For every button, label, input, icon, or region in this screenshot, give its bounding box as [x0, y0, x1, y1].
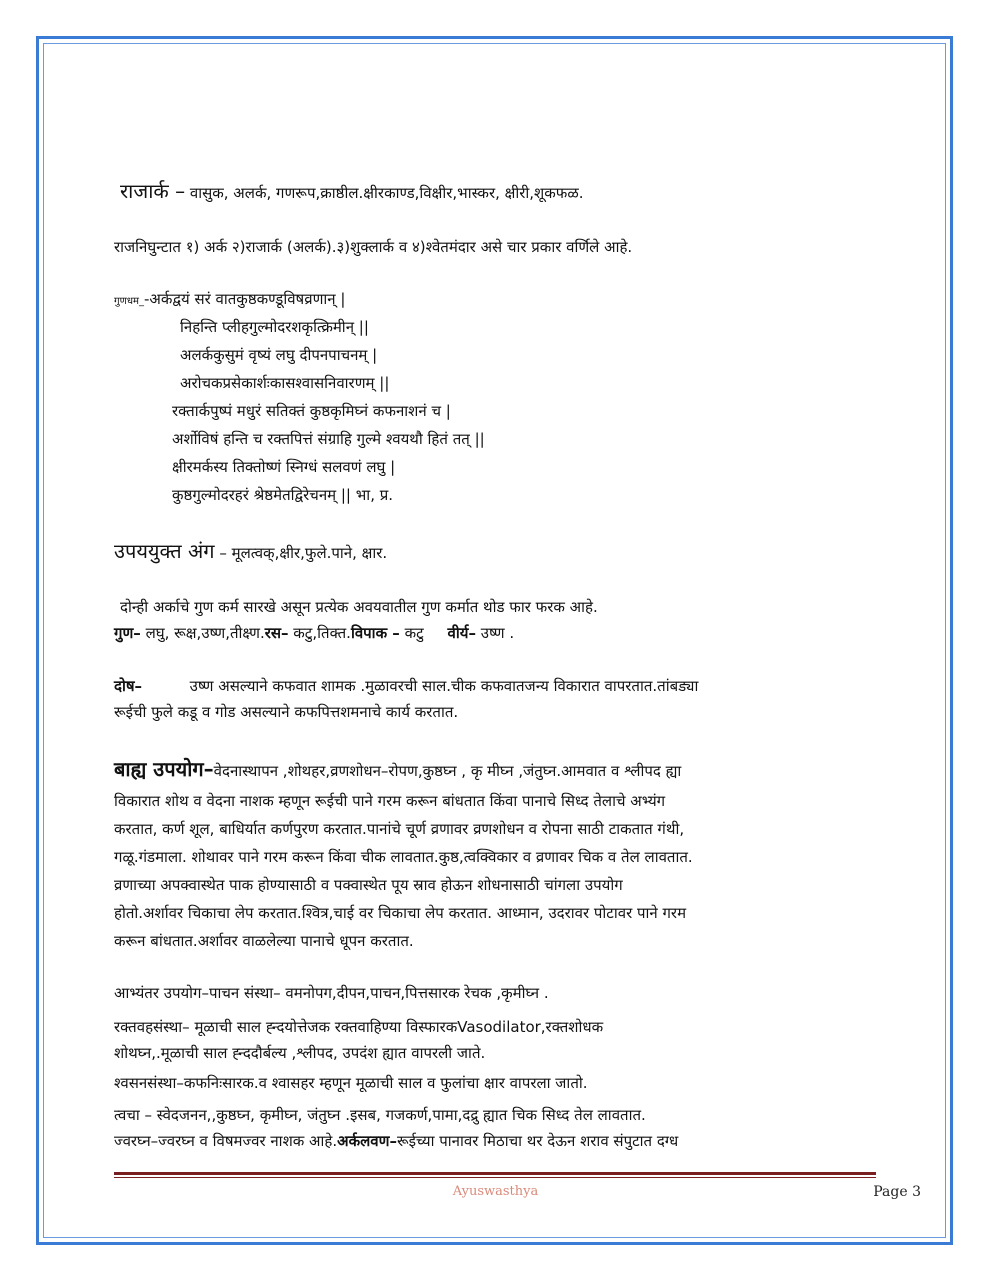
- bahya-line-4: गळू.गंडमाला. शोथावर पाने गरम करून किंवा चीक लावतात.कुष्ठ,त्वक्विकार व व्रणावर चिक व तेल लावतात.: [114, 848, 693, 866]
- dondi-line: दोन्ही अर्काचे गुण कर्म सारखे असून प्रत्येक अवयवातील गुण कर्मात थोड फार फरक आहे.: [120, 598, 598, 616]
- dosh-line-1: [114, 675, 698, 697]
- guna-text: लघु, रूक्ष,उष्ण,तीक्ष्ण.: [145, 624, 265, 642]
- upayukt-line: [114, 540, 387, 564]
- jwar-line: [114, 1130, 678, 1152]
- abhyantar-line: आभ्यंतर उपयोग–पाचन संस्था– वमनोपग,दीपन,पाचन,पित्तसारक रेचक ,कृमीघ्न .: [114, 984, 549, 1002]
- verse-line-5: रक्तार्कपुष्पं मधुरं सतिक्तं कुष्ठकृमिघ्नं कफनाशनं च |: [172, 402, 451, 420]
- arkalavan-label: अर्कलवण–: [337, 1132, 397, 1150]
- rajark-line: [120, 180, 584, 204]
- raktavaha-line-1: रक्तवहसंस्था– मूळाची साल ह्न्दयोत्तेजक रक्तवाहिण्या विस्फारकVasodilator,रक्तशोधक: [114, 1018, 604, 1036]
- rasa-label: रस–: [264, 624, 289, 642]
- bahya-line-7: करून बांधतात.अर्शावर वाळलेल्या पानाचे धूपन करतात.: [114, 932, 414, 950]
- dosh-label: दोष–: [114, 677, 143, 695]
- raktavaha-line-2: शोथघ्न,.मूळाची साल ह्न्ददौर्बल्य ,श्लीपद, उपदंश ह्यात वापरली जाते.: [114, 1044, 486, 1062]
- rajark-label: राजार्क –: [120, 179, 186, 203]
- bahya-line-6: होतो.अर्शावर चिकाचा लेप करतात.श्वित्र,चाई वर चिकाचा लेप करतात. आध्मान, उदरावर पोटावर पाने गरम: [114, 904, 687, 922]
- upayukt-label: उपययुक्त अंग: [114, 539, 215, 563]
- verse-line-8: कुष्ठगुल्मोदरहरं श्रेष्ठमेतद्विरेचनम् || भा, प्र.: [172, 486, 394, 504]
- virya-label: वीर्य–: [447, 624, 476, 642]
- gunadharma-label: गुणधम_: [114, 296, 144, 307]
- dosh-text: उष्ण असल्याने कफवात शामक .मुळावरची साल.चीक कफवातजन्य विकारात वापरतात.तांबड्या: [189, 677, 699, 695]
- verse-line-7: क्षीरमर्कस्य तिक्तोष्णं स्निग्धं सलवणं लघु |: [172, 458, 396, 476]
- rasa-text: कटु,तिक्त.: [293, 624, 351, 642]
- shwasan-line: श्वसनसंस्था–कफनिःसारक.व श्वासहर म्हणून मूळाची साल व फुलांचा क्षार वापरला जातो.: [114, 1074, 588, 1092]
- jwar-suffix: रूईच्या पानावर मिठाचा थर देऊन शराव संपुटात दग्ध: [396, 1132, 679, 1150]
- footer-site-name: Ayuswasthya: [452, 1184, 539, 1199]
- footer-rule-thin: [114, 1177, 876, 1178]
- verse-line-2: निहन्ति प्लीहगुल्मोदरशकृत्क्रिमीन् ||: [180, 318, 369, 336]
- verse-line-6: अर्शोविषं हन्ति च रक्तपित्तं संग्राहि गुल्मे श्वयथौ हितं तत् ||: [172, 430, 485, 448]
- bahya-label: बाह्य उपयोग–: [114, 757, 214, 781]
- bahya-line-1: [114, 758, 681, 782]
- guna-line: [114, 622, 514, 644]
- upayukt-text: – मूलत्वक्,क्षीर,फुले.पाने, क्षार.: [219, 544, 388, 562]
- bahya-text: वेदनास्थापन ,शोथहर,व्रणशोधन–रोपण,कुष्ठघ्न , कृ मीघ्न ,जंतुघ्न.आमवात व श्लीपद ह्या: [213, 762, 682, 780]
- virya-text: उष्ण .: [480, 624, 515, 642]
- jwar-text: ज्वरघ्न–ज्वरघ्न व विषमज्वर नाशक आहे.: [114, 1132, 338, 1150]
- vipak-label: विपाक –: [350, 624, 400, 642]
- rajnighantu-line: राजनिघुन्टात १) अर्क २)राजार्क (अलर्क).३)शुक्लार्क व ४)श्वेतमंदार असे चार प्रकार वर्णिले आहे.: [114, 238, 633, 256]
- dosh-line-2: रूईची फुले कडू व गोड असल्याने कफपित्तशमनाचे कार्य करतात.: [114, 703, 459, 721]
- bahya-line-5: व्रणाच्या अपक्वास्थेत पाक होण्यासाठी व पक्वास्थेत पूय स्राव होऊन शोधनासाठी चांगला उपयोग: [114, 876, 623, 894]
- tvacha-line: त्वचा – स्वेदजनन,,कुष्ठघ्न, कृमीघ्न, जंतुघ्न .इसब, गजकर्ण,पामा,दद्रु ह्यात चिक सिध्द तेल लावतात.: [114, 1106, 646, 1124]
- footer-page-number: Page 3: [873, 1184, 921, 1200]
- bahya-line-3: करतात, कर्ण शूल, बाधिर्यात कर्णपुरण करतात.पानांचे चूर्ण व्रणावर व्रणशोधन व रोपना साठी टाकतात गंथी,: [114, 820, 685, 838]
- guna-label: गुण–: [114, 624, 141, 642]
- verse-line-1: [114, 288, 345, 313]
- verse-line-4: अरोचकप्रसेकार्शःकासश्वासनिवारणम् ||: [180, 374, 390, 392]
- rajark-synonyms: वासुक, अलर्क, गणरूप,क्राष्ठील.क्षीरकाण्ड,विक्षीर,भास्कर, क्षीरी,शूकफळ.: [189, 184, 584, 202]
- verse-text: -अर्कद्वयं सरं वातकुष्ठकण्डूविषव्रणान् |: [144, 290, 346, 308]
- vipak-text: कटु: [404, 624, 424, 642]
- footer-rule-thick: [114, 1172, 876, 1175]
- verse-line-3: अलर्ककुसुमं वृष्यं लघु दीपनपाचनम् |: [180, 346, 378, 364]
- bahya-line-2: विकारात शोथ व वेदना नाशक म्हणून रूईची पाने गरम करून बांधतात किंवा पानाचे सिध्द तेलाचे अभ्यंग: [114, 792, 666, 810]
